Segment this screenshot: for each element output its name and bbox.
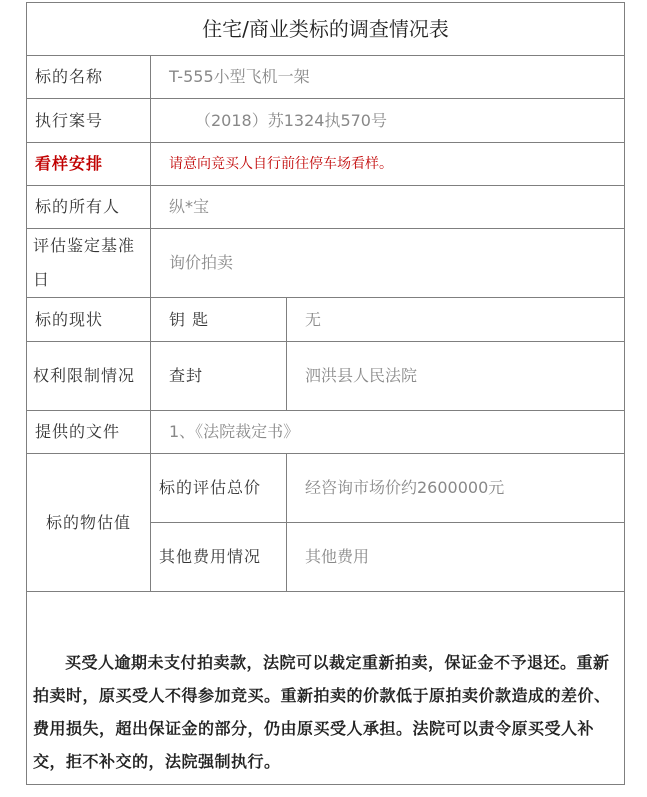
survey-sheet [26,2,624,781]
row-name [27,56,625,99]
case-label: 执行案号 [27,99,151,143]
row-viewing [27,143,625,186]
survey-table [26,2,625,785]
name-label: 标的名称 [27,56,151,99]
appraisal-date-label: 评估鉴定基准日 [27,229,151,298]
row-valuation-total [27,454,625,523]
restriction-sub-label: 查封 [151,342,287,411]
owner-label: 标的所有人 [27,186,151,229]
documents-label: 提供的文件 [27,411,151,454]
title-row [27,3,625,56]
row-owner [27,186,625,229]
valuation-other-value: 其他费用 [287,523,625,592]
viewing-label: 看样安排 [27,143,151,186]
row-restriction [27,342,625,411]
restriction-value: 泗洪县人民法院 [287,342,625,411]
status-sub-label: 钥 匙 [151,298,287,342]
note-text: 买受人逾期未支付拍卖款，法院可以裁定重新拍卖，保证金不予退还。重新拍卖时，原买受人不得参加竞买。重新拍卖的价款低于原拍卖价款造成的差价、费用损失，超出保证金的部分，仍由原买受人承担。法院可以责令原买受人补交，拒不补交的，法院强制执行。 [33,653,611,771]
restriction-label: 权利限制情况 [27,342,151,411]
valuation-total-label: 标的评估总价 [151,454,287,523]
owner-value: 纵*宝 [151,186,625,229]
valuation-other-label: 其他费用情况 [151,523,287,592]
row-appraisal-date [27,229,625,298]
valuation-total-value: 经咨询市场价约2600000元 [287,454,625,523]
row-status [27,298,625,342]
appraisal-date-value: 询价拍卖 [151,229,625,298]
case-value: （2018）苏1324执570号 [151,99,625,143]
viewing-value: 请意向竞买人自行前往停车场看样。 [151,143,625,186]
name-value: T-555小型飞机一架 [151,56,625,99]
table-title: 住宅/商业类标的调查情况表 [27,3,625,56]
documents-value: 1、《法院裁定书》 [151,411,625,454]
status-label: 标的现状 [27,298,151,342]
row-documents [27,411,625,454]
valuation-label: 标的物估值 [27,454,151,592]
note-cell [27,592,625,785]
row-note [27,592,625,785]
row-case [27,99,625,143]
status-value: 无 [287,298,625,342]
